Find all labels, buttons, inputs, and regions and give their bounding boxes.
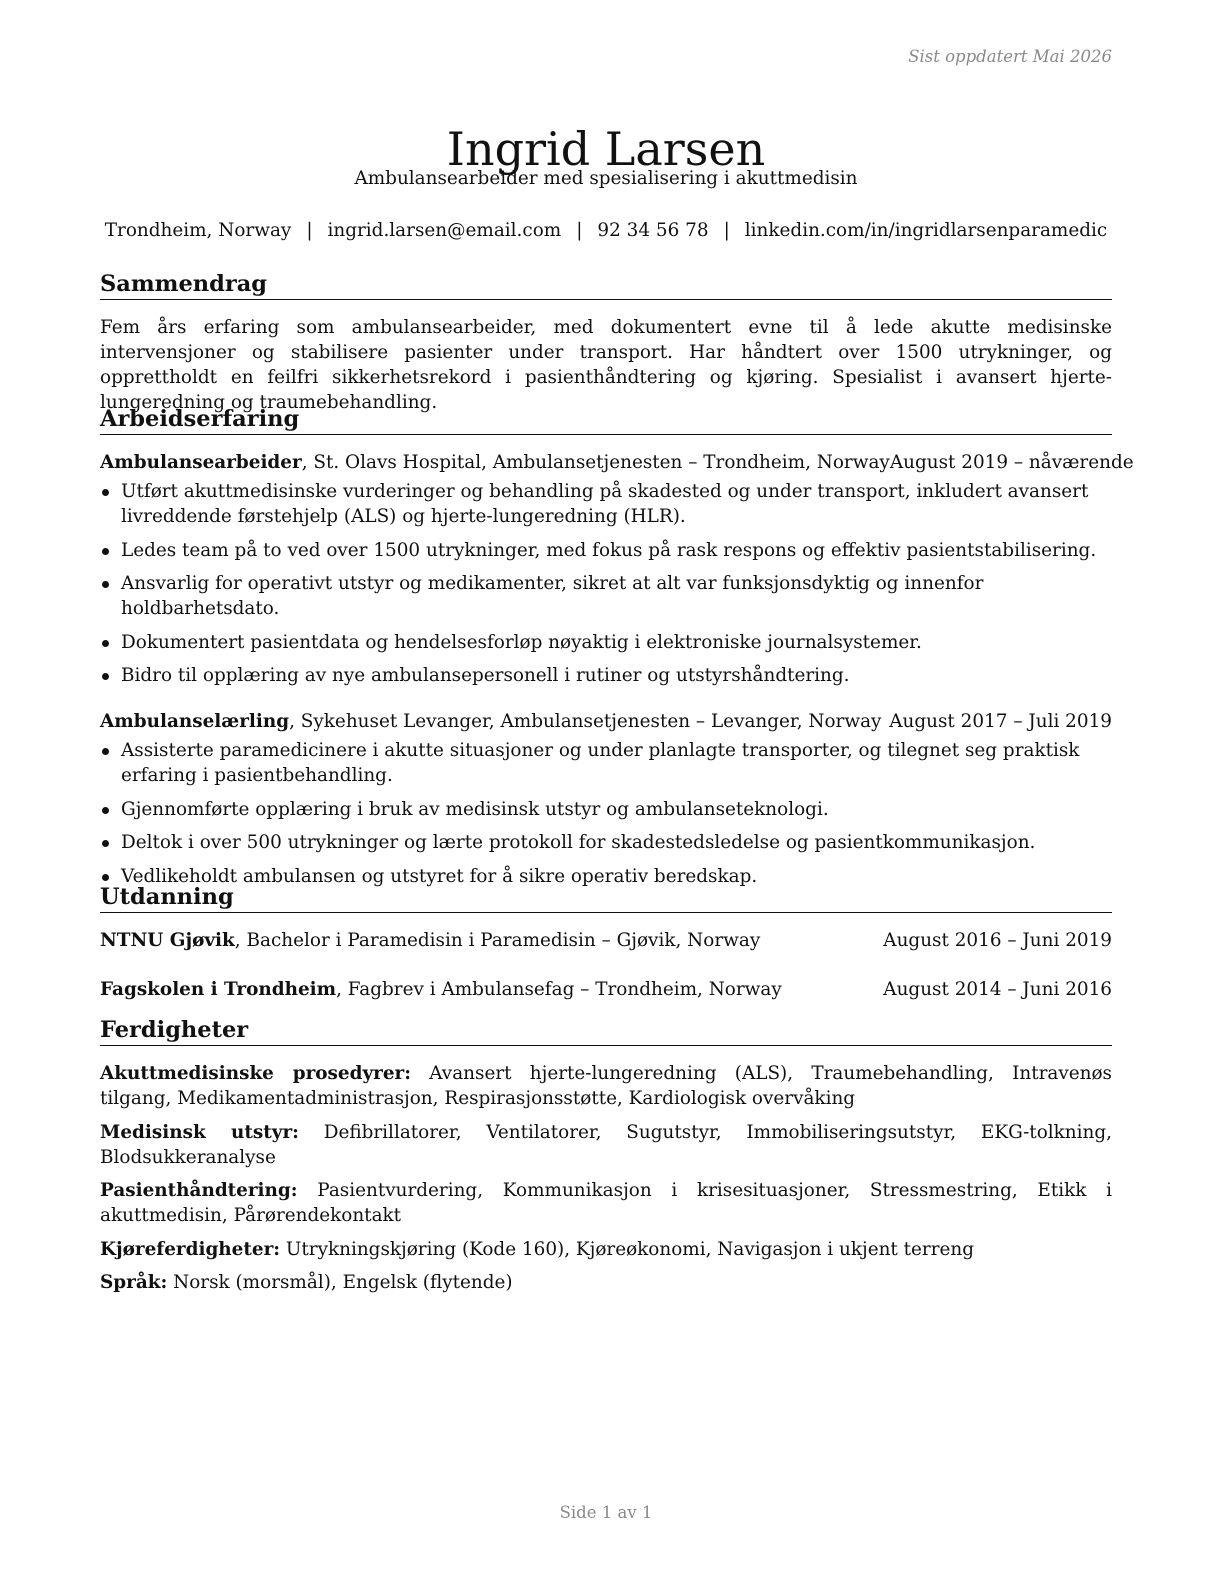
summary-text: Fem års erfaring som ambulansearbeider, med dokumentert evne til å lede akutte medisinske intervensjoner og stabilisere pasienter under transport. Har håndtert over 1500 utrykninger, og opprettholdt en feilfri sikkerhetsrekord i pasienthåndtering og kjøring. Spesialist i avansert hjerte-lungeredning og traumebehandling. (100, 317, 1112, 413)
education-entry (100, 928, 1112, 953)
education-school-detail (100, 928, 760, 953)
contact-separator: | (306, 220, 313, 241)
bullet-icon (102, 581, 109, 588)
bullet-icon (102, 748, 109, 755)
bullet-text: Bidro til opplæring av nye ambulansepersonell i rutiner og utstyrshåndtering. (121, 665, 850, 686)
contact-separator: | (723, 220, 730, 241)
list-item (100, 830, 1112, 855)
job-title-org (100, 709, 881, 734)
skill-text: Norsk (morsmål), Engelsk (flytende) (167, 1272, 513, 1293)
bullet-text: Dokumentert pasientdata og hendelsesforløp nøyaktig i elektroniske journalsystemer. (121, 631, 922, 653)
list-item (100, 479, 1112, 529)
list-item (100, 538, 1112, 563)
page-number: Side 1 av 1 (559, 1503, 653, 1522)
section-heading-summary: Sammendrag (100, 270, 1112, 300)
job-dates: August 2019 – nåværende (889, 452, 1134, 473)
bullet-icon (102, 640, 109, 647)
section-heading-skills: Ferdigheter (100, 1016, 1112, 1046)
education-detail: , Fagbrev i Ambulansefag – Trondheim, Norway (336, 979, 782, 1000)
contact-location: Trondheim, Norway (104, 220, 292, 241)
experience-section (100, 405, 1134, 897)
bullet-text: Deltok i over 500 utrykninger og lærte protokoll for skadestedsledelse og pasientkommunikasjon. (121, 832, 1036, 853)
list-item (100, 738, 1112, 788)
bullet-text: Gjennomførte opplæring i bruk av medisinsk utstyr og ambulanseteknologi. (121, 798, 829, 820)
contact-linkedin[interactable]: linkedin.com/in/ingridlarsenparamedic (744, 220, 1108, 241)
contact-phone[interactable]: 92 34 56 78 (597, 220, 709, 241)
bullet-icon (102, 874, 109, 881)
job-role: Ambulanselærling (100, 711, 290, 732)
bullet-icon (102, 489, 109, 496)
resume-page (100, 0, 1134, 1584)
section-heading-education: Utdanning (100, 883, 1112, 913)
job-title-org (100, 450, 890, 475)
education-detail: , Bachelor i Paramedisin i Paramedisin – Gjøvik, Norway (234, 930, 761, 951)
section-heading-experience: Arbeidserfaring (100, 405, 1112, 435)
skill-row (100, 1237, 1112, 1262)
skill-label: Pasienthåndtering: (100, 1180, 298, 1201)
bullet-icon (102, 548, 109, 555)
contact-line (100, 218, 1112, 243)
education-school-detail (100, 977, 782, 1002)
last-updated: Sist oppdatert Mai 2026 (908, 47, 1112, 66)
job-entry (100, 450, 1134, 688)
bullet-text: Utført akuttmedisinske vurderinger og behandling på skadested og under transport, inkludert avansert livreddende førstehjelp (ALS) og hjerte-lungeredning (HLR). (121, 481, 1089, 527)
job-bullets (100, 479, 1112, 688)
skill-row (100, 1120, 1112, 1170)
job-header (100, 709, 1112, 734)
job-header (100, 450, 1134, 475)
education-school: Fagskolen i Trondheim (100, 979, 337, 1000)
bullet-icon (102, 840, 109, 847)
list-item (100, 571, 1112, 621)
skill-text: Utrykningskjøring (Kode 160), Kjøreøkonomi, Navigasjon i ukjent terreng (280, 1238, 975, 1260)
skill-text: Defibrillatorer, Ventilatorer, Sugutstyr, Immobiliseringsutstyr, EKG-tolkning, Blodsukkeranalyse (100, 1121, 1112, 1168)
job-org: , Sykehuset Levanger, Ambulansetjenesten – Levanger, Norway (289, 711, 882, 732)
skill-label: Språk: (100, 1272, 168, 1293)
skill-row (100, 1270, 1112, 1295)
skill-label: Akuttmedisinske prosedyrer: (100, 1063, 411, 1084)
bullet-text: Vedlikeholdt ambulansen og utstyret for å sikre operativ beredskap. (121, 865, 758, 887)
candidate-name: Ingrid Larsen (446, 121, 766, 176)
job-bullets (100, 738, 1112, 889)
bullet-text: Assisterte paramedicinere i akutte situasjoner og under planlagte transporter, og tilegnet seg praktisk erfaring i pasientbehandling. (121, 740, 1080, 786)
bullet-icon (102, 807, 109, 814)
education-school: NTNU Gjøvik (100, 930, 235, 951)
tagline: Ambulansearbeider med spesialisering i akuttmedisin (354, 168, 858, 189)
list-item (100, 797, 1112, 822)
education-dates: August 2014 – Juni 2016 (883, 979, 1112, 1000)
skill-row (100, 1061, 1112, 1111)
bullet-text: Ansvarlig for operativt utstyr og medikamenter, sikret at alt var funksjonsdyktig og innenfor holdbarhetsdato. (121, 573, 984, 619)
list-item (100, 630, 1112, 655)
education-dates: August 2016 – Juni 2019 (883, 930, 1112, 951)
list-item (100, 663, 1112, 688)
contact-separator: | (576, 220, 583, 241)
job-org: , St. Olavs Hospital, Ambulansetjenesten – Trondheim, Norway (301, 452, 890, 473)
bullet-icon (102, 673, 109, 680)
skill-row (100, 1178, 1112, 1228)
skills-section (100, 1016, 1112, 1304)
skill-label: Medisinsk utstyr: (100, 1121, 299, 1143)
education-section (100, 883, 1112, 1002)
education-entry (100, 977, 1112, 1002)
job-dates: August 2017 – Juli 2019 (889, 711, 1112, 732)
contact-email[interactable]: ingrid.larsen@email.com (327, 220, 562, 241)
skills-list (100, 1061, 1112, 1295)
skill-label: Kjøreferdigheter: (100, 1238, 281, 1260)
job-entry (100, 709, 1112, 889)
skill-text: Pasientvurdering, Kommunikasjon i krisesituasjoner, Stressmestring, Etikk i akuttmedisin, Pårørendekontakt (100, 1180, 1112, 1226)
bullet-text: Ledes team på to ved over 1500 utrykninger, med fokus på rask respons og effektiv pasientstabilisering. (121, 539, 1097, 561)
summary-section (100, 270, 1112, 415)
skill-text: Avansert hjerte-lungeredning (ALS), Traumebehandling, Intravenøs tilgang, Medikamentadministrasjon, Respirasjonsstøtte, Kardiologisk overvåking (100, 1063, 1112, 1109)
job-role: Ambulansearbeider (100, 452, 302, 473)
